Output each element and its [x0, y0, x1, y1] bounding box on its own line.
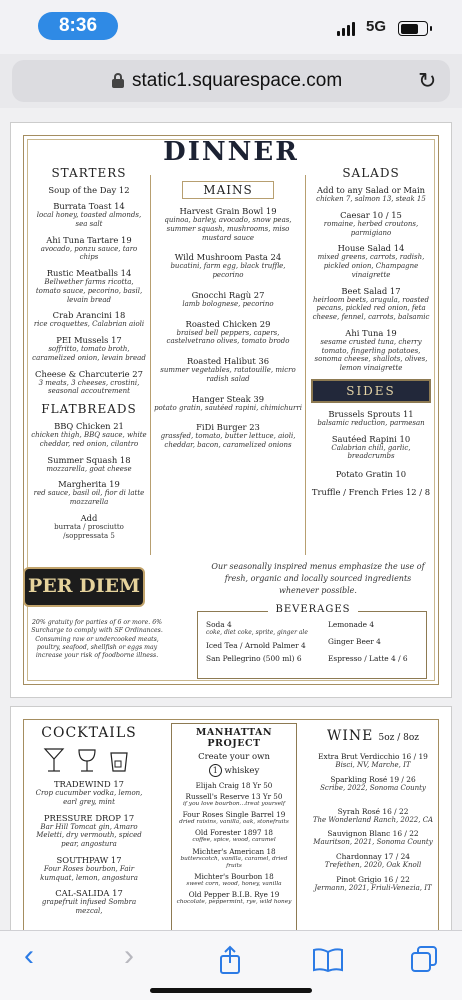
starters-heading: STARTERS [51, 166, 127, 180]
back-icon[interactable]: ‹ [24, 939, 34, 972]
page-content [0, 108, 462, 930]
menu-item: PEI Mussels 17 soffritto, tomato broth, caramelized onion, levain bread [32, 335, 146, 362]
wine-sizes: 5oz / 8oz [378, 733, 419, 743]
column-rule-left [150, 175, 151, 555]
signal-icon [337, 22, 355, 36]
home-indicator [150, 988, 312, 993]
salads-column [309, 163, 433, 503]
menu-item: Old Pepper B.I.B. Rye 19 chocolate, peppermint, rye, wild honey [176, 890, 292, 906]
tabs-icon[interactable] [410, 945, 438, 978]
menu-item: Sautéed Rapini 10 Calabrian chili, garlic, breadcrumbs [331, 433, 411, 461]
menu-item: Add to any Salad or Main chicken 7, salmon 13, steak 15 [316, 185, 426, 203]
flatbreads-heading: FLATBREADS [41, 402, 137, 416]
cocktails-heading: COCKTAILS [41, 725, 137, 741]
network-label: 5G [366, 18, 387, 35]
lock-icon [112, 73, 124, 87]
menu-item: Cheese & Charcuterie 27 3 meats, 3 cheeses, crostini, seasonal accoutrement [35, 368, 143, 396]
address-bar[interactable] [12, 60, 450, 102]
salads-heading: SALADS [342, 166, 400, 180]
sides-heading: SIDES [311, 379, 431, 403]
menu-item: Michter's American 18 butterscotch, vanilla, caramel, dried fruits [180, 846, 288, 869]
menu-item: Lemonade 4 [328, 620, 375, 629]
menu-item: Chardonnay 17 / 24 Trefethen, 2020, Oak Knoll [324, 852, 422, 869]
glasses-icon [29, 745, 149, 775]
menu-item: Soup of the Day 12 [48, 185, 130, 195]
battery-icon [398, 21, 428, 36]
beverages-left [206, 620, 324, 663]
wine-header [311, 725, 435, 744]
dinner-menu-card [10, 122, 452, 698]
menu-item: Caesar 10 / 15 romaine, herbed croutons, parmigiano [323, 209, 419, 237]
manhattan-sub: Create your own [198, 752, 270, 762]
menu-item: Elijah Craig 18 Yr 50 [195, 781, 273, 790]
menu-item: Roasted Halibut 36 summer vegetables, ratatouille, micro radish salad [160, 356, 296, 383]
menu-item: CAL-SALIDA 17 grapefruit infused Sombra mezcal, [41, 888, 137, 915]
menu-item: Burrata Toast 14 local honey, toasted almonds, sea salt [36, 201, 142, 228]
menu-item: Russell's Reserve 13 Yr 50 if you love bourbon...treat yourself [182, 792, 286, 807]
menu-item: Soda 4 coke, diet coke, sprite, ginger ale [206, 620, 308, 636]
menu-item: House Salad 14 mixed greens, carrots, radish, pickled onion, Champagne vinaigrette [317, 243, 425, 279]
menu-item: TRADEWIND 17 Crop cucumber vodka, lemon, earl grey, mint [35, 779, 143, 806]
menu-item: FiDi Burger 23 grassfed, tomato, butter lettuce, aioli, cheddar, bacon, caramelized onions [160, 422, 296, 449]
menu-item: Hanger Steak 39 potato gratin, sautéed rapini, chimichurri [154, 393, 302, 412]
menu-item: Extra Brut Verdicchio 16 / 19 Bisci, NV, Marche, IT [318, 752, 428, 769]
forward-icon[interactable]: › [124, 939, 134, 972]
menu-item: San Pellegrino (500 ml) 6 [206, 653, 302, 663]
menu-item: Sauvignon Blanc 16 / 22 Mauritson, 2021, Sonoma County [313, 829, 433, 847]
step-number: 1 [209, 764, 222, 777]
menu-item: Wild Mushroom Pasta 24 bucatini, farm egg, black truffle, pecorino [170, 252, 286, 279]
menu-title: DINNER [163, 137, 299, 167]
drinks-menu-card [10, 706, 452, 930]
status-bar [0, 0, 462, 54]
reload-icon[interactable]: ↻ [418, 68, 437, 93]
sourcing-note: Our seasonally inspired menus emphasize the use of fresh, organic and locally sourced ingredients whenever possible. [211, 562, 425, 595]
menu-item: Rustic Meatballs 14 Bellwether farms ricotta, tomato sauce, pecorino, basil, levain bread [35, 268, 143, 304]
menu-item: Potato Gratin 10 [335, 469, 407, 479]
menu-item: Four Roses Single Barrel 19 dried raisins, vanilla, oak, stonefruits [179, 810, 289, 826]
menu-item: Brussels Sprouts 11 balsamic reduction, parmesan [317, 408, 425, 427]
menu-item: Beet Salad 17 heirloom beets, arugula, roasted pecans, pickled red onion, feta cheese, fennel, carrots, balsamic [312, 285, 430, 321]
column-rule-right [305, 175, 306, 555]
menu-item: Add burrata / prosciutto /soppressata 5 [54, 512, 124, 540]
menu-item: Ginger Beer 4 [328, 637, 381, 646]
beverages-heading: BEVERAGES [268, 604, 358, 615]
starters-column [31, 163, 147, 546]
share-icon[interactable] [216, 945, 244, 980]
mains-column [154, 181, 302, 456]
menu-item: SOUTHPAW 17 Four Roses bourbon, Fair kumquat, lemon, angostura [40, 854, 138, 882]
manhattan-step [172, 764, 296, 777]
beverages-box [197, 604, 427, 679]
wine-heading: WINE [326, 728, 374, 744]
manhattan-column [171, 723, 297, 930]
menu-item: Syrah Rosé 16 / 22 The Wonderland Ranch, 2022, CA [312, 806, 434, 824]
per-diem-logo: PER DIEM [23, 567, 145, 607]
menu-item: BBQ Chicken 21 chicken thigh, BBQ sauce, white cheddar, red onion, cilantro [31, 421, 147, 448]
step-label: whiskey [224, 766, 260, 776]
menu-item: Espresso / Latte 4 / 6 [328, 654, 408, 663]
menu-item: Harvest Grain Bowl 19 quinoa, barley, avocado, snow peas, summer squash, mushrooms, miso mustard sauce [164, 206, 292, 242]
bookmarks-icon[interactable] [312, 947, 344, 978]
menu-item: Crab Arancini 18 rice croquettes, Calabrian aioli [33, 310, 145, 329]
url-text[interactable]: static1.squarespace.com [132, 70, 343, 91]
menu-item: Ahi Tuna Tartare 19 avocado, ponzu sauce, taro chips [40, 234, 138, 262]
manhattan-heading: MANHATTAN PROJECT [195, 727, 273, 749]
menu-item: Michter's Bourbon 18 sweet corn, wood, honey, vanilla [186, 872, 282, 888]
menu-item: PRESSURE DROP 17 Bar Hill Tomcat gin, Amaro Meletti, dry vermouth, spiced pear, angostura [36, 812, 142, 848]
menu-item: Margherita 19 red sauce, basil oil, fior di latte mozzarella [33, 479, 145, 506]
cocktails-column [29, 725, 149, 922]
menu-item: Old Forester 1897 18 coffee, spice, wood, caramel [192, 828, 276, 844]
fine-print: 20% gratuity for parties of 6 or more. 6% Surcharge to comply with SF Ordinances. Consuming raw or undercooked meats, poultry, seafood, shellfish or eggs may increase your risk of foodborne illness. [31, 619, 163, 660]
menu-item: Pinot Grigio 16 / 22 Jermann, 2021, Friuli-Venezia, IT [314, 874, 432, 892]
menu-item: Ahi Tuna 19 sesame crusted tuna, cherry tomato, fingerling potatoes, sonoma cheese, shallots, olives, lemon vinaigrette [314, 327, 428, 372]
menu-item: Summer Squash 18 mozzarella, goat cheese [46, 454, 132, 473]
menu-item: Iced Tea / Arnold Palmer 4 [206, 640, 306, 650]
beverages-right [328, 620, 424, 663]
menu-item: Roasted Chicken 29 braised bell peppers, capers, castelvetrano olives, tomato brodo [166, 318, 290, 346]
wine-column [311, 725, 435, 898]
menu-item: Gnocchi Ragù 27 lamb bolognese, pecorino [182, 289, 274, 308]
menu-item: Sparkling Rosé 19 / 26 Scribe, 2022, Sonoma County [320, 774, 426, 792]
menu-item: Truffle / French Fries 12 / 8 [311, 487, 431, 497]
mains-heading: MAINS [182, 181, 274, 199]
status-time: 8:36 [38, 12, 118, 40]
